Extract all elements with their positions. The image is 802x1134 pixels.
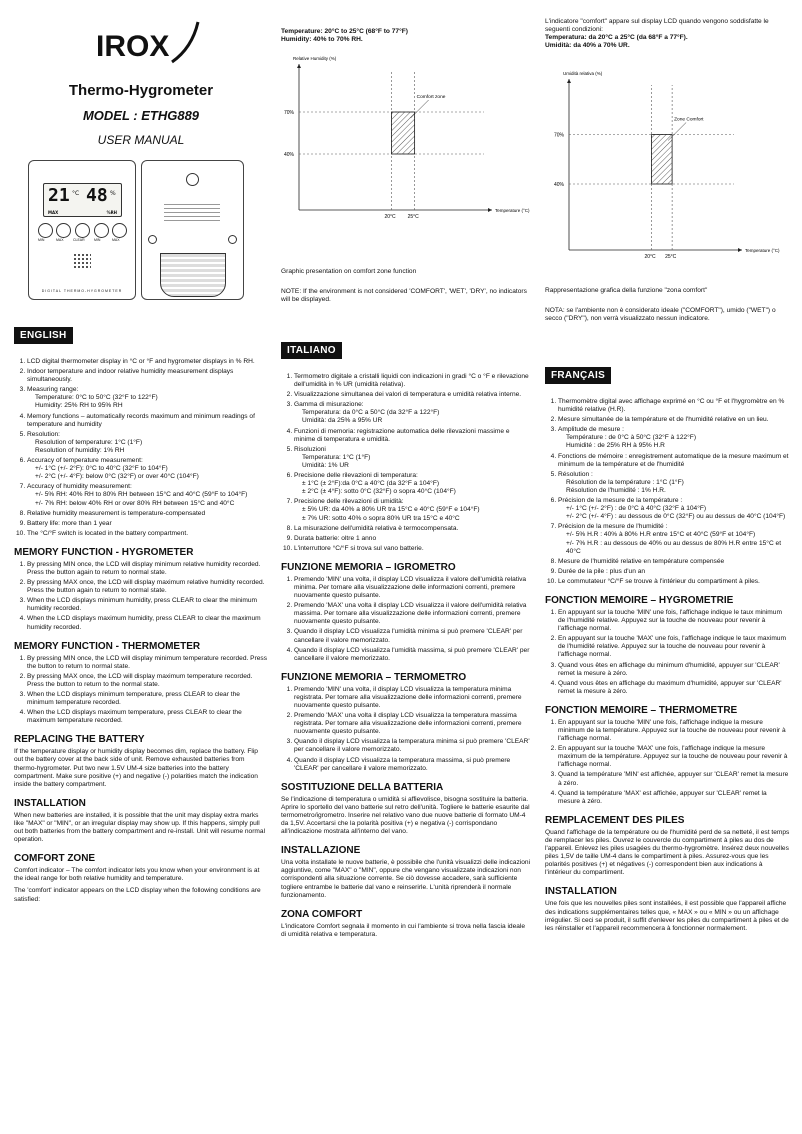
italiano-mem-thermo-list	[281, 686, 531, 773]
x-tick-label: 20°C	[644, 254, 656, 260]
hang-hole	[186, 173, 199, 186]
comfort-hum-it: Umidità: da 40% a 70% UR.	[545, 42, 630, 50]
list-item: 9. Durata batterie: oltre 1 anno	[294, 535, 531, 543]
italiano-mem-hyg-list	[281, 576, 531, 663]
acc-hum-1: ± 5% UR: da 40% a 80% UR tra 15°C e 40°C (59°F e 104°F)	[302, 506, 480, 514]
res-hum: Resolution of humidity: 1% RH	[35, 446, 125, 454]
zone-label: Comfort zone	[416, 95, 446, 100]
paragraph: Una volta installate le nuove batterie, è possibile che l'unità visualizzi delle indicazioni aggiuntive, come "MAX" o "MIN", oppure che vengano visualizzate indicazioni non corrispondenti alla situazione corrente. Se ciò dovesse accadere, sarà sufficiente togliere entrambe le batterie dal vano e reinserirle. L'unità riprenderà il normale funzionamento.	[281, 859, 531, 899]
paragraph: Quand l'affichage de la température ou de l'humidité perd de sa netteté, il est temps de remplacer les piles. Ouvrez le couvercle du compartiment à piles au dos de l'appareil. Enlevez les piles usagées du thermo-hygromètre. Insérez deux nouvelles piles 1,5V de taille UM-4 dans le compartiment à piles. Assurez-vous que les polarités positives (+) et négatives (-) correspondent bien aux indications à l'intérieur du compartiment.	[545, 828, 790, 877]
y-axis-arrow	[567, 79, 571, 83]
device-button-label: MAX	[56, 238, 64, 242]
list-item: 10. The °C/°F switch is located in the battery compartment.	[27, 530, 268, 538]
x-axis-label: Temperature (°C)	[495, 208, 530, 213]
device-button-label: MIN	[38, 238, 45, 242]
list-item: 3. Quando il display LCD visualizza l'umidità minima si può premere 'CLEAR' per cancellare il valore memorizzato.	[294, 628, 531, 644]
francais-content	[545, 365, 790, 933]
list-item: 2. Mesure simultanée de la température et de l'humidité relative en un lieu.	[558, 416, 790, 424]
list-item: 3. Gamma di misurazione: Temperatura: da 0°C a 50°C (da 32°F a 122°F) Umidità: da 25% a 95% UR	[294, 401, 531, 425]
section-heading: FONCTION MEMOIRE – HYGROMETRIE	[545, 594, 734, 606]
francais-feature-list	[545, 398, 790, 586]
english-content	[14, 325, 268, 904]
lcd-rh-label: %RH	[106, 210, 117, 215]
list-item: 4. Fonctions de mémoire : enregistrement automatique de la mesure maximum et minimum de la température et de l'humidité	[558, 453, 790, 469]
res-temp: Temperatura: 1°C (1°F)	[302, 453, 371, 461]
device-button	[75, 223, 90, 238]
device-button	[56, 223, 71, 238]
device-button	[94, 223, 109, 238]
list-item: 8. La misurazione dell'umidità relativa è termocompensata.	[294, 525, 531, 533]
list-item: 4. When the LCD displays maximum temperature, press CLEAR to clear the maximum temperature recorded.	[27, 709, 268, 725]
section-heading: INSTALLATION	[545, 886, 617, 898]
list-item: 2. Indoor temperature and indoor relative humidity measurement displays simultaneously.	[27, 368, 268, 384]
paragraph: Comfort indicator – The comfort indicator lets you know when your environment is at the ideal range for both relative humidity and temperature.	[14, 867, 260, 883]
english-feature-list	[14, 358, 268, 538]
list-item: 1. En appuyant sur la touche 'MIN' une fois, l'affichage indique le taux minimum de l'humidité relative. Appuyez sur la touche de nouveau pour revenir à l'affichage normal.	[558, 609, 790, 633]
battery-cover	[160, 253, 226, 297]
list-item: 10. Le commutateur °C/°F se trouve à l'intérieur du compartiment à piles.	[558, 578, 790, 586]
list-item: 8. Relative humidity measurement is temperature-compensated	[27, 510, 268, 518]
lcd-display	[43, 183, 122, 217]
list-item: 3. When the LCD displays minimum temperature, press CLEAR to clear the minimum temperature recorded.	[27, 691, 268, 707]
note-it: NOTA: se l'ambiente non è considerato ideale ("COMFORT"), umido ("WET") o secco ("DRY"), non verrà visualizzato nessun indicatore.	[545, 307, 776, 322]
list-item: 1. Premendo 'MIN' una volta, il display LCD visualizza il valore dell'umidità relativa minima. Per tornare alla visualizzazione delle informazioni correnti, premere nuovamente questo pulsante.	[294, 576, 531, 600]
button-row	[38, 223, 126, 245]
res-temp: Resolution of temperature: 1°C (1°F)	[35, 438, 143, 446]
doc-model: MODEL : ETHG889	[82, 108, 200, 123]
francais-mem-thermo-list	[545, 719, 790, 806]
english-mem-hyg-list	[14, 561, 268, 632]
list-item: 4. Quand vous êtes en affichage du maximum d'humidité, appuyer sur 'CLEAR' remet la mesure à zéro.	[558, 680, 790, 696]
x-axis-arrow	[488, 208, 492, 212]
vent-slots	[164, 201, 220, 221]
list-item: 2. Premendo 'MAX' una volta il display LCD visualizza la temperatura massima registrata. Per tornare alla visualizzazione delle informazioni correnti, premere nuovamente questo pulsante.	[294, 712, 531, 736]
device-footer-text: DIGITAL THERMO-HYGROMETER	[41, 289, 123, 293]
acc-temp-2: +/- 2°C (+/- 4°F): below 0°C (32°F) or over 40°C (104°F)	[35, 473, 199, 481]
chart-caption-en: Graphic presentation on comfort zone function	[281, 268, 417, 275]
device-back-illustration	[141, 160, 244, 300]
comfort-zone-area	[652, 135, 673, 185]
list-item: 4. When the LCD displays maximum humidity, press CLEAR to clear the maximum humidity recorded.	[27, 615, 268, 631]
res-temp: Résolution de la température : 1°C (1°F)	[566, 478, 684, 486]
y-tick-label: 40%	[284, 152, 295, 158]
list-item: 4. Memory functions – automatically records maximum and minimum readings of temperature and humidity	[27, 413, 268, 429]
comfort-zone-area	[392, 112, 415, 154]
comfort-temp-it: Temperatura: da 20°C a 25°C (da 68°F a 77°F).	[545, 34, 688, 42]
list-item: 9. Durée de la pile : plus d'un an	[558, 568, 790, 576]
lcd-temp-unit: °C	[72, 190, 80, 197]
device-button	[112, 223, 127, 238]
x-tick-label: 25°C	[665, 254, 677, 260]
x-axis-label: Temperature (°C)	[745, 248, 780, 253]
list-item: 2. En appuyant sur la touche 'MAX' une fois, l'affichage indique le taux maximum de l'humidité relative. Appuyez sur la touche de nouveau pour revenir à l'affichage normal.	[558, 635, 790, 659]
section-heading: ZONA COMFORT	[281, 908, 363, 920]
acc-temp-1: +/- 1°C (+/- 2°F) : de 0°C à 40°C (32°F à 104°F)	[566, 505, 707, 513]
list-item: 9. Battery life: more than 1 year	[27, 520, 268, 528]
res-hum: Résolution de l'humidité : 1% H.R.	[566, 486, 666, 494]
section-heading: SOSTITUZIONE DELLA BATTERIA	[281, 781, 444, 793]
doc-title: Thermo-Hygrometer	[68, 82, 214, 99]
screw-hole	[228, 235, 237, 244]
y-tick-label: 70%	[554, 132, 565, 139]
x-tick-label: 25°C	[407, 214, 419, 220]
device-button-label: CLEAR	[73, 238, 85, 242]
list-item: 2. By pressing MAX once, the LCD will display maximum temperature recorded. Press the button to return to the normal state.	[27, 673, 268, 689]
list-item: 4. Quand la température 'MAX' est affichée, appuyer sur 'CLEAR' remet la mesure à zéro.	[558, 790, 790, 806]
list-item: 7. Accuracy of humidity measurement: +/- 5% RH: 40% RH to 80% RH between 15°C and 40°C (59°F to 104°F) +/- 7% RH: below 40% RH or over 80% RH between 15°C and 40°C	[27, 483, 268, 507]
list-item: 1. By pressing MIN once, the LCD will display minimum temperature recorded. Press the button to return to normal state.	[27, 655, 268, 671]
list-item: 4. Quando il display LCD visualizza la temperatura massima, si può premere 'CLEAR' per cancellare il valore memorizzato.	[294, 757, 531, 773]
chart-caption-it: Rappresentazione grafica della funzione "zona comfort"	[545, 287, 708, 294]
paragraph: L'indicatore Comfort segnala il momento in cui l'ambiente si trova nella fascia ideale di umidità relativa e temperatura.	[281, 922, 526, 938]
section-heading: FUNZIONE MEMORIA – IGROMETRO	[281, 561, 456, 573]
y-tick-label: 70%	[284, 110, 295, 116]
x-tick-label: 20°C	[384, 214, 396, 220]
range-temp: Température : de 0°C à 50°C (32°F à 122°F)	[566, 434, 697, 442]
range-temp: Temperatura: da 0°C a 50°C (da 32°F a 122°F)	[302, 409, 440, 417]
list-item: 4. Quando il display LCD visualizza l'umidità massima, si può premere 'CLEAR' per cancellare il valore memorizzato.	[294, 647, 531, 663]
english-banner: ENGLISH	[14, 327, 73, 344]
acc-temp-1: ± 1°C (± 2°F):da 0°C a 40°C (da 32°F a 104°F)	[302, 480, 440, 488]
zone-label: Zone Comfort	[674, 117, 704, 123]
section-heading: INSTALLAZIONE	[281, 845, 361, 857]
screw-hole	[148, 235, 157, 244]
section-heading: FUNZIONE MEMORIA – TERMOMETRO	[281, 671, 467, 683]
list-item: 1. LCD digital thermometer display in °C or °F and hygrometer displays in % RH.	[27, 358, 268, 366]
acc-hum-1: +/- 5% H.R : 40% à 80% H.R entre 15°C et 40°C (59°F et 104°F)	[566, 531, 756, 539]
acc-hum-1: +/- 5% RH: 40% RH to 80% RH between 15°C and 40°C (59°F to 104°F)	[35, 491, 248, 499]
acc-temp-2: +/- 2°C (+/- 4°F) : au dessous de 0°C (32°F) ou au dessus de 40°C (104°F)	[566, 513, 786, 521]
list-item: 1. By pressing MIN once, the LCD will display minimum relative humidity recorded. Press the button again to return to normal state.	[27, 561, 268, 577]
list-item: 6. Précision de la mesure de la température : +/- 1°C (+/- 2°F) : de 0°C à 40°C (32°F à 104°F) +/- 2°C (+/- 4°F) : au dessous de 0°C (32°F) ou au dessus de 40°C (104°F)	[558, 497, 790, 521]
list-item: 2. By pressing MAX once, the LCD will display maximum relative humidity recorded. Press the button again to return to normal state.	[27, 579, 268, 595]
irox-logo	[94, 18, 204, 68]
comfort-zone-chart-it	[545, 71, 790, 270]
section-heading: REMPLACEMENT DES PILES	[545, 814, 685, 826]
list-item: 3. Quand la température 'MIN' est affichée, appuyer sur 'CLEAR' remet la mesure à zéro.	[558, 771, 790, 787]
comfort-text-it: L'indicatore "comfort" appare sul display LCD quando vengono soddisfatte le seguenti condizioni:	[545, 18, 769, 34]
list-item: 2. Premendo 'MAX' una volta il display LCD visualizza il valore dell'umidità relativa massima. Per tornare alla visualizzazione delle informazioni correnti, premere nuovamente questo pulsante.	[294, 602, 531, 626]
section-heading: MEMORY FUNCTION - THERMOMETER	[14, 640, 201, 652]
comfort-temp-en: Temperature: 20°C to 25°C (68°F to 77°F)	[281, 28, 408, 35]
list-item: 6. Precisione delle rilevazioni di temperatura: ± 1°C (± 2°F):da 0°C a 40°C (da 32°F a 104°F) ± 2°C (± 4°F): sotto 0°C (32°F) o sopra 40°C (104°F)	[294, 472, 531, 496]
note-en: NOTE: If the environment is not considered 'COMFORT', 'WET', 'DRY', no indicators will be displayed.	[281, 288, 527, 303]
acc-hum-2: +/- 7% H.R : au dessous de 40% ou au dessus de 80% H.R entre 15°C et 40°C	[566, 539, 782, 555]
list-item: 3. Amplitude de mesure : Température : de 0°C à 50°C (32°F à 122°F) Humidité : de 25% RH à 95% H.R	[558, 426, 790, 450]
francais-mem-hyg-list	[545, 609, 790, 696]
italiano-feature-list	[281, 373, 531, 553]
paragraph: If the temperature display or humidity display becomes dim, replace the battery. Flip out the battery cover at the back side of unit. Remove exhausted batteries from thermo-hygrometer. Put two new 1.5V UM-4 size batteries into the battery compartment. Make sure positive (+) and negative (-) polarities match the indication inside the battery compartment.	[14, 748, 258, 788]
range-hum: Humidité : de 25% RH à 95% H.R	[566, 442, 665, 450]
acc-hum-2: +/- 7% RH: below 40% RH or over 80% RH between 15°C and 40°C	[35, 499, 235, 507]
list-item: 3. When the LCD displays minimum humidity, press CLEAR to clear the minimum humidity recorded.	[27, 597, 268, 613]
res-hum: Umidità: 1% UR	[302, 461, 349, 469]
doc-manual: USER MANUAL	[97, 133, 185, 147]
device-button-label: MAX	[112, 238, 120, 242]
list-item: 7. Precisione delle rilevazioni di umidità: ± 5% UR: da 40% a 80% UR tra 15°C e 40°C (59°F e 104°F) ± 7% UR: sotto 40% o sopra 80% UR tra 15°C e 40°C	[294, 498, 531, 522]
list-item: 6. Accuracy of temperature measurement: +/- 1°C (+/- 2°F): 0°C to 40°C (32°F to 104°F) +/- 2°C (+/- 4°F): below 0°C (32°F) or over 40°C (104°F)	[27, 457, 268, 481]
list-item: 1. Premendo 'MIN' una volta, il display LCD visualizza la temperatura minima registrata. Per tornare alla visualizzazione delle informazioni correnti, premere nuovamente questo pulsante.	[294, 686, 531, 710]
list-item: 5. Risoluzioni Temperatura: 1°C (1°F) Umidità: 1% UR	[294, 446, 531, 470]
list-item: 2. Visualizzazione simultanea dei valori di temperatura e umidità relativa interne.	[294, 391, 531, 399]
paragraph: Se l'indicazione di temperatura o umidità si affievolisce, bisogna sostituire la batteria. Aprire lo sportello del vano batterie sul retro dell'unità. Togliere le batterie esaurite dal termometro/igrometro. Inserire nel relativo vano due nuove batterie di formato UM-4 da 1,5V. Accertarsi che la polarità positiva (+) e negativa (-) corrispondano all'indicazione mostrata all'interno del vano.	[281, 795, 530, 836]
francais-banner: FRANÇAIS	[545, 367, 611, 384]
sensor-grille	[73, 253, 91, 269]
section-heading: COMFORT ZONE	[14, 853, 96, 865]
device-button-label: MIN	[94, 238, 101, 242]
comfort-zone-chart-en	[281, 56, 531, 260]
y-tick-label: 40%	[554, 182, 565, 188]
paragraph: The 'comfort' indicator appears on the LCD display when the following conditions are satisfied:	[14, 887, 261, 903]
list-item: 2. En appuyant sur la touche 'MAX' une fois, l'affichage indique la mesure maximum de la température. Appuyez sur la touche de nouveau pour revenir à l'affichage normal.	[558, 745, 790, 769]
range-hum: Umidità: da 25% a 95% UR	[302, 417, 383, 425]
english-mem-thermo-list	[14, 655, 268, 726]
lcd-max-label: MAX	[48, 210, 59, 215]
list-item: 3. Measuring range: Temperature: 0°C to 50°C (32°F to 122°F) Humidity: 25% RH to 95% RH	[27, 386, 268, 410]
device-button	[38, 223, 53, 238]
lcd-hum-unit: %	[110, 190, 116, 197]
italiano-content	[281, 340, 531, 939]
y-axis-label: Umidità relativa (%)	[563, 71, 603, 76]
section-heading: MEMORY FUNCTION - HYGROMETER	[14, 546, 194, 558]
list-item: 1. Termometro digitale a cristalli liquidi con indicazioni in gradi °C o °F e rilevazione dell'umidità in % UR (umidità relativa).	[294, 373, 531, 389]
acc-temp-1: +/- 1°C (+/- 2°F): 0°C to 40°C (32°F to 104°F)	[35, 465, 168, 473]
list-item: 5. Resolution: Resolution of temperature: 1°C (1°F) Resolution of humidity: 1% RH	[27, 431, 268, 455]
range-temp: Temperature: 0°C to 50°C (32°F to 122°F)	[35, 394, 158, 402]
list-item: 1. En appuyant sur la touche 'MIN' une fois, l'affichage indique la mesure minimum de la température. Appuyez sur la touche de nouveau pour revenir à l'affichage normal.	[558, 719, 790, 743]
list-item: 3. Quando il display LCD visualizza la temperatura minima si può premere 'CLEAR' per cancellare il valore memorizzato.	[294, 738, 531, 754]
list-item: 5. Résolution : Résolution de la température : 1°C (1°F) Résolution de l'humidité : 1% H.R.	[558, 471, 790, 495]
svg-text:IROX: IROX	[96, 30, 170, 63]
list-item: 4. Funzioni di memoria: registrazione automatica delle rilevazioni massime e minime di temperatura e umidità.	[294, 428, 531, 444]
x-axis-arrow	[738, 248, 742, 252]
list-item: 3. Quand vous êtes en affichage du minimum d'humidité, appuyer sur 'CLEAR' remet la mesure à zéro.	[558, 662, 790, 678]
paragraph: When new batteries are installed, it is possible that the unit may display extra marks like "MAX" or "MIN", or an irregular display may show up. If this happens, simply pull out both batteries from the battery compartment and re-install. Unit will resume normal operation.	[14, 811, 266, 844]
italiano-banner: ITALIANO	[281, 342, 342, 359]
zone-label-leader	[668, 123, 686, 141]
list-item: 7. Précision de la mesure de l'humidité : +/- 5% H.R : 40% à 80% H.R entre 15°C et 40°C (59°F et 104°F) +/- 7% H.R : au dessous de 40% ou au dessus de 80% H.R entre 15°C et 40°C	[558, 523, 790, 555]
comfort-hum-en: Humidity: 40% to 70% RH.	[281, 36, 363, 44]
range-hum: Humidity: 25% RH to 95% RH	[35, 402, 123, 410]
list-item: 1. Thermomètre digital avec affichage exprimé en °C ou °F et l'hygromètre en % humidité relative (H.R).	[558, 398, 790, 414]
lcd-humidity: 48	[86, 185, 108, 206]
device-front-illustration	[28, 160, 136, 300]
section-heading: FONCTION MEMOIRE – THERMOMETRE	[545, 704, 738, 716]
acc-hum-2: ± 7% UR: sotto 40% o sopra 80% UR tra 15°C e 40°C	[302, 514, 460, 522]
paragraph: Une fois que les nouvelles piles sont installées, il est possible que l'appareil affiche des indications supplémentaires telles que, « MAX » ou « MIN » ou un affichage irrégulier. Si ceci se produit, il suffit d'enlever les piles du compartiment à piles et de les réinstaller et l'appareil recommencera à fonctionner normalement.	[545, 900, 789, 932]
lcd-temperature: 21	[48, 185, 70, 206]
y-axis-label: Relative Humidity (%)	[293, 56, 337, 61]
y-axis-arrow	[297, 64, 301, 68]
acc-temp-2: ± 2°C (± 4°F): sotto 0°C (32°F) o sopra 40°C (104°F)	[302, 488, 456, 496]
zone-label-leader	[411, 100, 429, 118]
section-heading: REPLACING THE BATTERY	[14, 734, 145, 746]
section-heading: INSTALLATION	[14, 797, 86, 809]
list-item: 10. L'interruttore °C/°F si trova sul vano batterie.	[294, 545, 531, 553]
list-item: 8. Mesure de l'humidité relative en température compensée	[558, 558, 790, 566]
